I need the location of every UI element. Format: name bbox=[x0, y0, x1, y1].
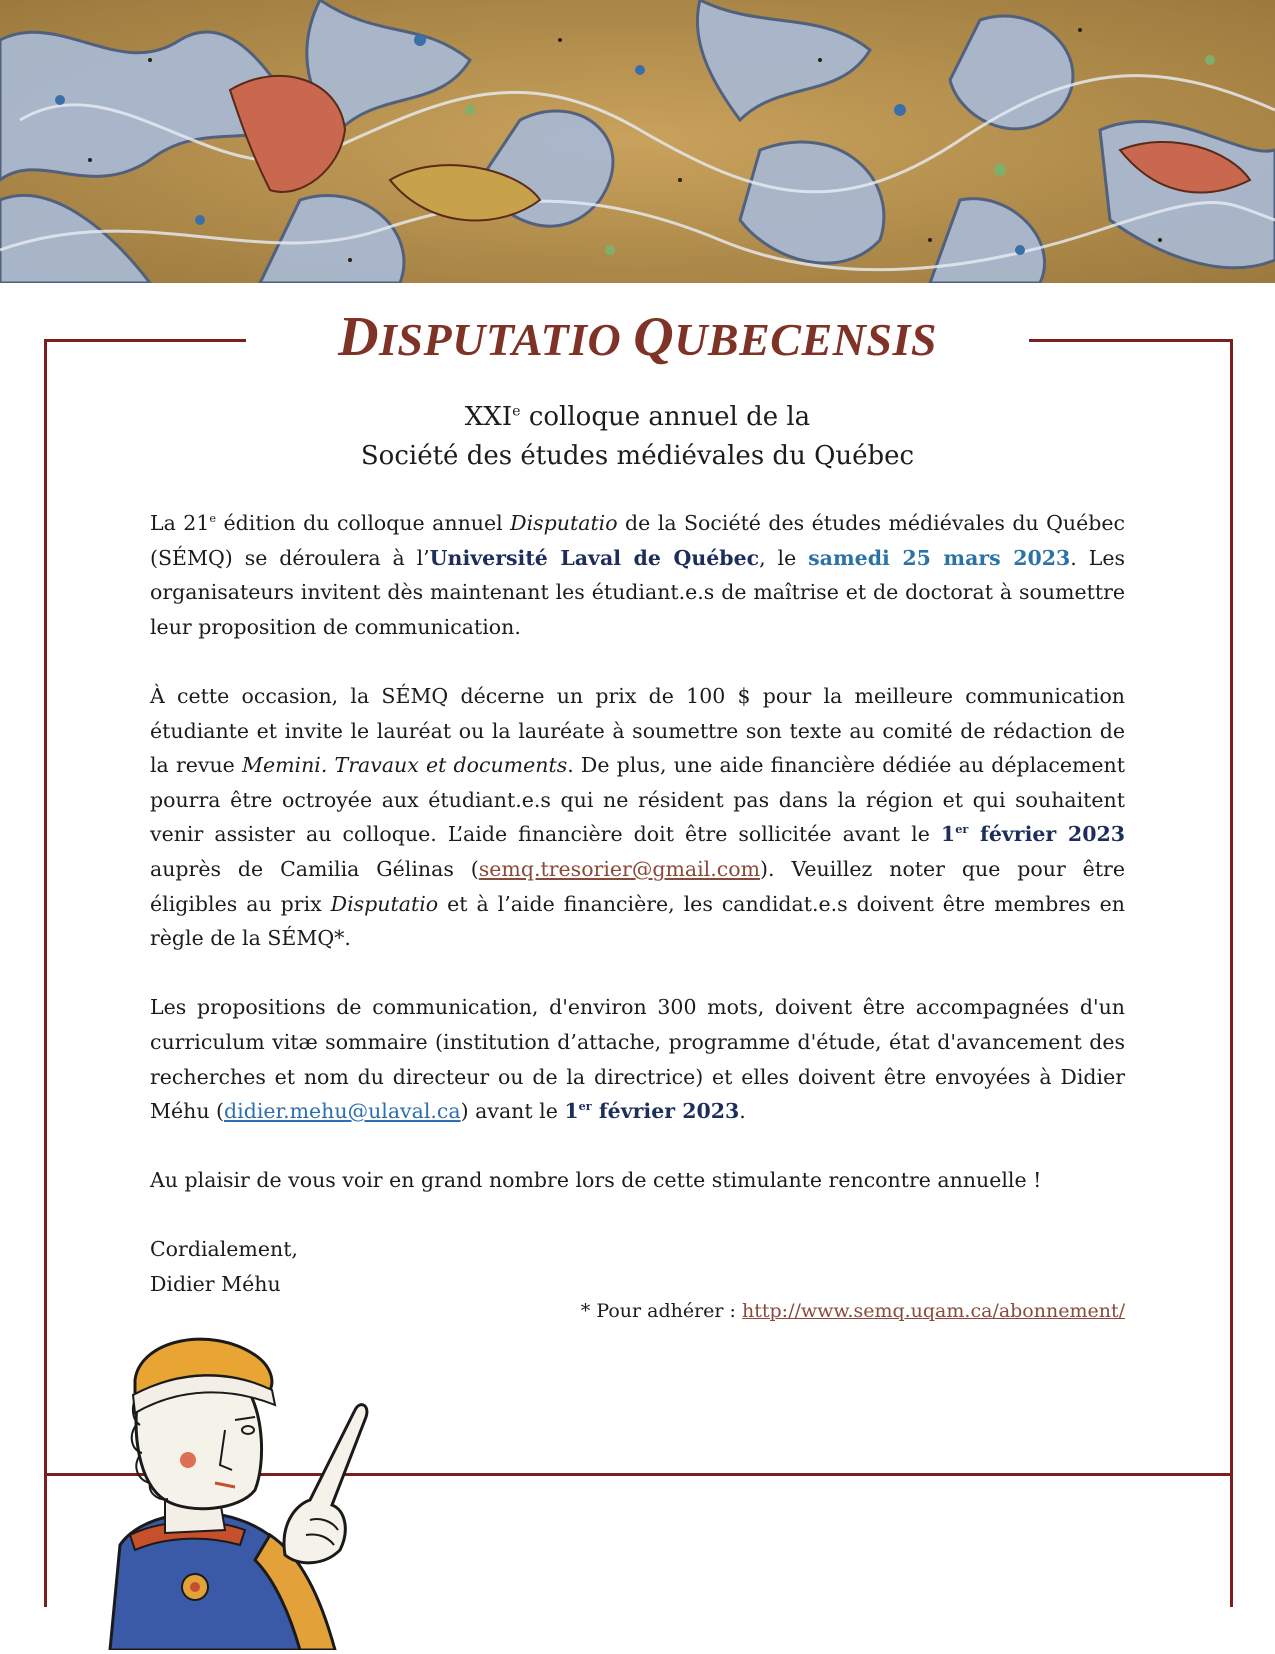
organizer-email-link[interactable]: didier.mehu@ulaval.ca bbox=[224, 1099, 461, 1124]
paragraph-4: Au plaisir de vous voir en grand nombre lors de cette stimulante rencontre annuelle ! bbox=[150, 1168, 1042, 1193]
medieval-pointing-figure bbox=[70, 1325, 390, 1650]
frame-right bbox=[1230, 339, 1233, 1607]
paragraph-3: Les propositions de communication, d'environ 300 mots, doivent être accompagnées d'un curriculum vitæ sommaire (institution d’attache, programme d'étude, état d'avancement des recherches et nom du directeur ou de la directrice) et elles doivent être envoyées à Didier Méhu (didier.mehu@ulaval.ca) avant le 1er février 2023. bbox=[150, 995, 1125, 1124]
paragraph-2: À cette occasion, la SÉMQ décerne un prix de 100 $ pour la meilleure communication étudiante et invite le lauréat ou la lauréate à soumettre son texte au comité de rédaction de la revue Memini. Travaux et documents. De plus, une aide financière dédiée au déplacement pourra être octroyée aux étudiant.e.s qui ne résident pas dans la région et qui souhaitent venir assister au colloque. L’aide financière doit être sollicitée avant le 1er février 2023 auprès de Camilia Gélinas (semq.tresorier@gmail.com). Veuillez noter que pour être éligibles au prix Disputatio et à l’aide financière, les candidat.e.s doivent être membres en règle de la SÉMQ*. bbox=[150, 683, 1125, 951]
letter-body bbox=[150, 506, 1125, 1336]
signer-name: Didier Méhu bbox=[150, 1272, 281, 1297]
footnote: * Pour adhérer : http://www.semq.uqam.ca/abonnement/ bbox=[580, 1300, 1125, 1322]
subtitle-line-1: XXIe colloque annuel de la bbox=[464, 402, 811, 432]
page-title: DISPUTATIO QUBECENSIS bbox=[338, 306, 937, 368]
medieval-pointing-figure-icon bbox=[70, 1325, 390, 1650]
treasurer-email-link[interactable]: semq.tresorier@gmail.com bbox=[478, 856, 761, 881]
closing: Cordialement, bbox=[150, 1237, 298, 1262]
illuminated-foliage-banner-icon bbox=[0, 0, 1275, 283]
subtitle-line-2: Société des études médiévales du Québec bbox=[360, 441, 915, 471]
subtitle bbox=[0, 398, 1275, 476]
venue: Université Laval de Québec bbox=[429, 545, 760, 570]
signature bbox=[150, 1232, 1125, 1301]
event-date: samedi 25 mars 2023 bbox=[808, 545, 1071, 570]
illuminated-banner bbox=[0, 0, 1275, 283]
paragraph-1: La 21e édition du colloque annuel Disputatio de la Société des études médiévales du Québec (SÉMQ) se déroulera à l’Université Laval de Québec, le samedi 25 mars 2023. Les organisateurs invitent dès maintenant les étudiant.e.s de maîtrise et de doctorat à soumettre leur proposition de communication. bbox=[150, 511, 1126, 639]
frame-left bbox=[44, 339, 47, 1607]
membership-link[interactable]: http://www.semq.uqam.ca/abonnement/ bbox=[742, 1300, 1125, 1322]
